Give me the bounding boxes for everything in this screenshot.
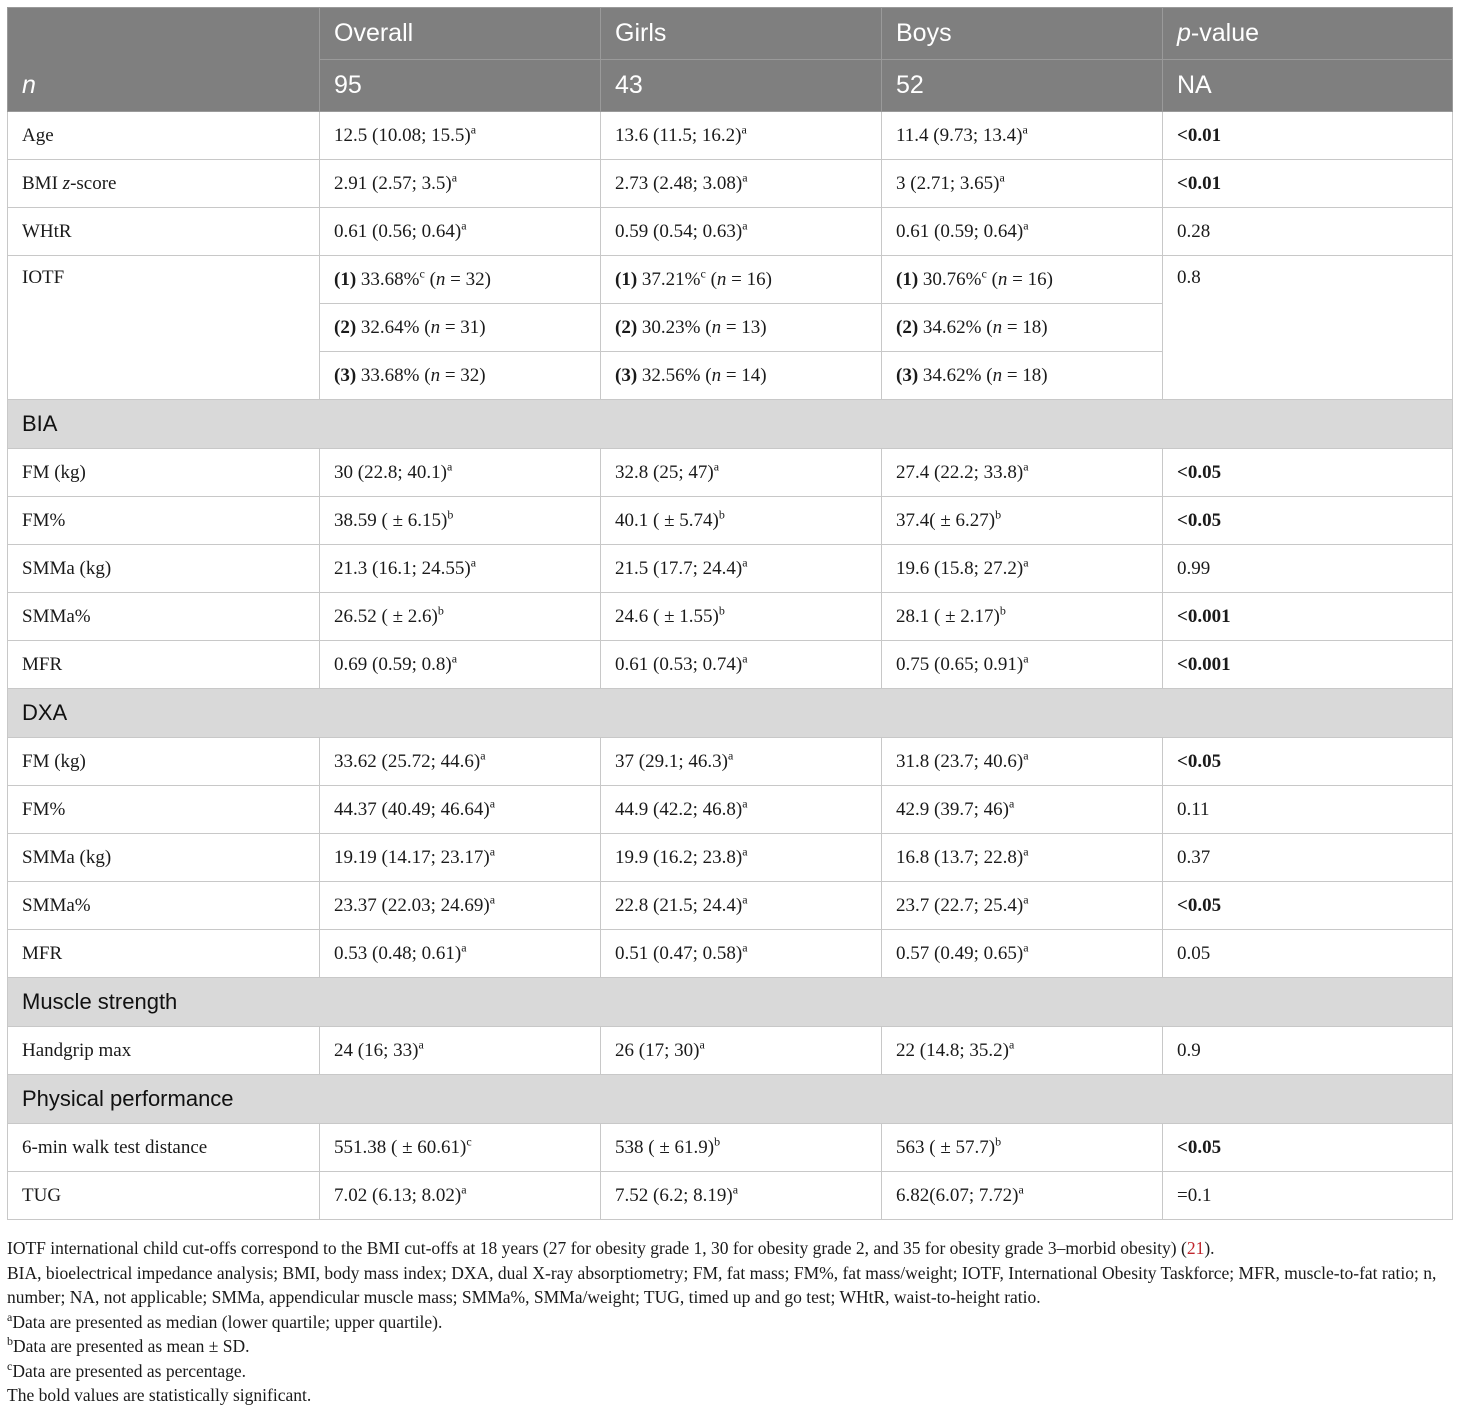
n-symbol: n [992,316,1003,338]
cell-girls [601,786,882,834]
footnote-b [7,1334,1452,1359]
footnote-mark: a [742,940,748,955]
cell-girls [601,1124,882,1172]
n-p: NA [1163,60,1453,112]
cell-overall [320,930,601,978]
cell-overall [320,882,601,930]
grade-label: (1) [896,268,919,290]
n-symbol: n [430,364,441,386]
cell-girls [601,738,882,786]
cell-girls [601,1027,882,1075]
footnote-text: IOTF international child cut-offs correspond to the BMI cut-offs at 18 years (27 for obesity grade 1, 30 for obesity grade 2, and 35 for obesity grade 3–morbid obesity) ( [7,1238,1187,1258]
cell-overall [320,834,601,882]
n-overall: 95 [320,60,601,112]
n-symbol: n [711,316,722,338]
section-title: Physical performance [8,1075,1453,1124]
footnote-mark: a [461,1182,467,1197]
footnote-mark: a [1008,1037,1015,1052]
table-body [8,112,1453,449]
n-girls: 43 [601,60,882,112]
row-label: IOTF [8,256,320,400]
row-label: TUG [8,1172,320,1220]
cell-p: <0.05 [1163,738,1453,786]
cell-value: 27.4 (22.2; 33.8) [896,461,1024,483]
header-row [8,8,1453,60]
row-label: SMMa% [8,882,320,930]
cell-value: 32.8 (25; 47) [615,461,714,483]
physical-section [8,1075,1453,1124]
table-row [8,738,1453,786]
grade-label: (3) [615,364,638,386]
cell-p: 0.8 [1163,256,1453,400]
section-row-physical-performance [8,1075,1453,1124]
cell-value: 19.19 (14.17; 23.17) [334,846,490,868]
footnote-mark: a [1023,940,1029,955]
reference-link[interactable]: 21 [1186,1238,1205,1258]
n-boys: 52 [882,60,1163,112]
n-symbol: n [430,316,441,338]
cell-boys [882,497,1163,545]
footnote-text: Data are presented as mean ± SD. [13,1336,250,1356]
table-row [8,112,1453,160]
cell-value: 19.9 (16.2; 23.8) [615,846,743,868]
cell-overall [320,112,601,160]
footnote-mark: a [446,459,453,474]
cell-overall [320,208,601,256]
label-part: BMI [22,172,63,194]
cell-boys [882,1124,1163,1172]
footnote-mark: a [480,748,486,763]
cell-boys [882,738,1163,786]
cell-value: 26.52 ( ± 2.6) [334,605,438,627]
cell-overall [320,1027,601,1075]
cell-overall [320,1124,601,1172]
cell-girls [601,834,882,882]
cell-value: 26 (17; 30) [615,1039,700,1061]
cell-value: 34.62% [922,364,982,386]
cell-girls [601,1172,882,1220]
footnote-mark: b [7,1334,13,1349]
footnote-mark: a [1023,459,1029,474]
cell-p: 0.9 [1163,1027,1453,1075]
footnote-text: ). [1204,1238,1215,1258]
row-label: SMMa% [8,593,320,641]
footnote-mark: c [419,266,425,281]
footnote-mark: b [447,507,454,522]
n-symbol: n [997,268,1008,290]
cell-p: 0.28 [1163,208,1453,256]
n-label-text: n [22,70,36,99]
cell-boys [882,112,1163,160]
cell-overall [320,1172,601,1220]
footnote-mark: a [1023,748,1029,763]
cell-girls [601,497,882,545]
cell-value: 0.51 (0.47; 0.58) [615,942,743,964]
cell-value: 37.21% [641,268,701,290]
table-row [8,1124,1453,1172]
footnote-mark: a [741,122,747,137]
footnote-mark: a [742,218,748,233]
row-label: FM% [8,497,320,545]
n-count: = 13) [721,316,767,338]
row-label: Handgrip max [8,1027,320,1075]
cell-value: 2.91 (2.57; 3.5) [334,172,452,194]
grade-label: (2) [896,316,919,338]
cell-girls: (1) 37.21%$^c$ (n = 16) [601,256,882,304]
footnote-mark: a [742,170,748,185]
footnote-c [7,1359,1452,1384]
cell-girls: (2) 30.23% (n = 13) [601,304,882,352]
cell-value: 0.57 (0.49; 0.65) [896,942,1024,964]
cell-p: <0.05 [1163,497,1453,545]
cell-value: 30 (22.8; 40.1) [334,461,447,483]
cell-girls [601,449,882,497]
table-row [8,1172,1453,1220]
cell-value: 538 ( ± 61.9) [615,1136,715,1158]
footnote-mark: c [700,266,706,281]
footnote-mark: a [489,892,496,907]
cell-boys [882,1172,1163,1220]
cell-boys [882,160,1163,208]
row-label: FM (kg) [8,449,320,497]
n-symbol: n [716,268,727,290]
cell-value: 22 (14.8; 35.2) [896,1039,1009,1061]
cell-overall [320,497,601,545]
grade-label: (3) [896,364,919,386]
cell-boys [882,1027,1163,1075]
table-row [8,1027,1453,1075]
footnote-mark: a [713,459,720,474]
cell-value: 32.64% [360,316,420,338]
cell-value: 0.53 (0.48; 0.61) [334,942,462,964]
cell-p: =0.1 [1163,1172,1453,1220]
cell-value: 12.5 (10.08; 15.5) [334,124,471,146]
cell-p: 0.11 [1163,786,1453,834]
cell-overall: (1) 33.68%$^c$ (n = 32) [320,256,601,304]
footnote-mark: a [742,844,748,859]
cell-p: 0.05 [1163,930,1453,978]
cell-value: 21.5 (17.7; 24.4) [615,557,743,579]
table-row [8,641,1453,689]
cell-girls [601,545,882,593]
cell-overall: (2) 32.64% (n = 31) [320,304,601,352]
footnote-mark: a [418,1037,424,1052]
footnote-mark: a [1022,122,1028,137]
table-row [8,160,1453,208]
grade-label: (2) [334,316,357,338]
cell-p: 0.37 [1163,834,1453,882]
table-header [8,8,1453,112]
cell-p: <0.05 [1163,882,1453,930]
cell-value: 2.73 (2.48; 3.08) [615,172,743,194]
cell-girls [601,641,882,689]
footnote-mark: a [1023,555,1029,570]
cell-value: 0.69 (0.59; 0.8) [334,653,452,675]
footnote-mark: b [999,603,1006,618]
cell-girls [601,112,882,160]
row-label: 6-min walk test distance [8,1124,320,1172]
table-row [8,834,1453,882]
cell-value: 32.56% [641,364,701,386]
n-symbol: n [435,268,446,290]
cell-boys [882,882,1163,930]
footnote-abbreviations: BIA, bioelectrical impedance analysis; BMI, body mass index; DXA, dual X-ray absorptiometry; FM, fat mass; FM%, fat mass/weight; IOTF, International Obesity Taskforce; MFR, muscle-to-fat ratio; n, number; NA, not applicable; SMMa, appendicular muscle mass; SMMa%, SMMa/weight; TUG, timed up and go test; WHtR, waist-to-height ratio. [7,1262,1437,1307]
table-row [8,930,1453,978]
cell-value: 16.8 (13.7; 22.8) [896,846,1024,868]
footnote-mark: a [1023,218,1029,233]
n-count: = 16) [726,268,772,290]
footnote-mark: a [451,170,458,185]
row-label: SMMa (kg) [8,545,320,593]
cell-overall [320,545,601,593]
table-row [8,545,1453,593]
footnote-a [7,1310,1452,1335]
cell-value: 563 ( ± 57.7) [896,1136,996,1158]
cell-value: 0.75 (0.65; 0.91) [896,653,1024,675]
cell-overall [320,641,601,689]
muscle-rows [8,1027,1453,1075]
footnote-mark: a [1008,796,1015,811]
table-footnotes [7,1236,1452,1408]
footnote-mark: c [7,1358,13,1373]
cell-value: 33.68% [360,268,420,290]
footnote-mark: c [466,1134,472,1149]
cell-girls [601,160,882,208]
cell-p: <0.05 [1163,1124,1453,1172]
section-row-muscle-strength [8,978,1453,1027]
footnote-mark: a [1018,1182,1024,1197]
section-title: Muscle strength [8,978,1453,1027]
n-count: = 16) [1007,268,1053,290]
footnote-mark: b [437,603,444,618]
n-count: = 32) [445,268,491,290]
footnote-mark: a [470,122,477,137]
footnote-mark: a [732,1182,739,1197]
footnote-mark: a [742,796,748,811]
cell-overall [320,449,601,497]
header-p-value [1163,8,1453,60]
cell-value: 13.6 (11.5; 16.2) [615,124,742,146]
cell-boys [882,930,1163,978]
header-overall: Overall [320,8,601,60]
footnote-text: Data are presented as percentage. [12,1360,247,1381]
cell-boys [882,449,1163,497]
cell-value: 7.02 (6.13; 8.02) [334,1184,462,1206]
header-p-suffix: -value [1190,19,1259,47]
footnote-mark: a [461,940,467,955]
cell-value: 6.82(6.07; 7.72) [896,1184,1019,1206]
cell-girls [601,930,882,978]
cell-boys: (2) 34.62% (n = 18) [882,304,1163,352]
cell-value: 44.9 (42.2; 46.8) [615,798,743,820]
footnote-mark: b [718,507,725,522]
grade-label: (1) [334,268,357,290]
cell-boys: (1) 30.76%$^c$ (n = 16) [882,256,1163,304]
header-boys: Boys [882,8,1163,60]
footnote-mark: a [1023,844,1029,859]
cell-value: 34.62% [922,316,982,338]
cell-value: 31.8 (23.7; 40.6) [896,750,1024,772]
cell-p: <0.01 [1163,112,1453,160]
cell-value: 22.8 (21.5; 24.4) [615,894,743,916]
footnote-mark: a [489,796,496,811]
footnote-iotf [7,1236,1452,1261]
footnote-mark: a [742,892,748,907]
n-symbol: n [711,364,722,386]
cell-girls [601,593,882,641]
footnote-mark: a [742,651,748,666]
cell-value: 23.7 (22.7; 25.4) [896,894,1024,916]
cell-value: 28.1 ( ± 2.17) [896,605,1000,627]
cell-boys: (3) 34.62% (n = 18) [882,352,1163,400]
cell-p: 0.99 [1163,545,1453,593]
n-symbol: n [992,364,1003,386]
cell-value: 551.38 ( ± 60.61) [334,1136,467,1158]
cell-overall [320,786,601,834]
header-girls: Girls [601,8,882,60]
physical-rows [8,1124,1453,1220]
footnote-bold: The bold values are statistically significant. [7,1385,312,1405]
table-container [7,7,1452,1220]
n-count: = 18) [1002,316,1048,338]
cell-overall [320,593,601,641]
dxa-rows [8,738,1453,978]
row-label: Age [8,112,320,160]
footnote-mark: a [1023,651,1029,666]
cell-p: <0.05 [1163,449,1453,497]
footnote-mark: b [995,1134,1002,1149]
cell-value: 30.23% [641,316,701,338]
cell-boys [882,786,1163,834]
cell-value: 42.9 (39.7; 46) [896,798,1009,820]
footnote-mark: a [489,844,496,859]
section-row-bia [8,400,1453,449]
cell-p: <0.001 [1163,593,1453,641]
footnote-text: Data are presented as median (lower quartile; upper quartile). [12,1311,443,1332]
cell-value: 24.6 ( ± 1.55) [615,605,719,627]
cell-overall: (3) 33.68% (n = 32) [320,352,601,400]
section-title: BIA [8,400,1453,449]
cell-value: 44.37 (40.49; 46.64) [334,798,490,820]
footnote-mark: a [7,1309,13,1324]
cell-value: 0.61 (0.59; 0.64) [896,220,1024,242]
label-part: -score [70,172,117,194]
footnote-mark: a [470,555,477,570]
bia-rows [8,449,1453,689]
muscle-section [8,978,1453,1027]
section-title: DXA [8,689,1453,738]
cell-p: <0.001 [1163,641,1453,689]
footnote-mark: b [718,603,725,618]
footnote-mark: a [461,218,467,233]
table-row [8,786,1453,834]
n-count: = 14) [721,364,767,386]
row-label [8,160,320,208]
cell-boys [882,208,1163,256]
row-label: WHtR [8,208,320,256]
table-row [8,882,1453,930]
header-p-italic: p [1177,19,1191,47]
row-label: MFR [8,930,320,978]
row-label: SMMa (kg) [8,834,320,882]
cell-p: <0.01 [1163,160,1453,208]
footnote-mark: a [699,1037,705,1052]
cell-value: 24 (16; 33) [334,1039,419,1061]
n-count: = 18) [1002,364,1048,386]
cell-overall [320,738,601,786]
cell-value: 0.61 (0.56; 0.64) [334,220,462,242]
footnote-mark: a [727,748,734,763]
n-row [8,60,1453,112]
cell-value: 21.3 (16.1; 24.55) [334,557,471,579]
cell-value: 0.59 (0.54; 0.63) [615,220,743,242]
header-blank [8,8,320,60]
cell-boys [882,641,1163,689]
section-row-dxa [8,689,1453,738]
grade-label: (2) [615,316,638,338]
footnote-mark: b [995,507,1002,522]
cell-value: 40.1 ( ± 5.74) [615,509,719,531]
cell-girls: (3) 32.56% (n = 14) [601,352,882,400]
table-row [8,497,1453,545]
n-count: = 31) [440,316,486,338]
cell-value: 33.68% [360,364,420,386]
cell-value: 37.4( ± 6.27) [896,509,996,531]
cell-boys [882,834,1163,882]
cell-value: 33.62 (25.72; 44.6) [334,750,481,772]
table-row [8,593,1453,641]
footnote-mark: a [1023,892,1029,907]
row-label: FM (kg) [8,738,320,786]
cell-value: 23.37 (22.03; 24.69) [334,894,490,916]
table-row [8,449,1453,497]
table-row [8,208,1453,256]
cell-value: 7.52 (6.2; 8.19) [615,1184,733,1206]
cell-value: 37 (29.1; 46.3) [615,750,728,772]
cell-boys [882,593,1163,641]
cell-overall [320,160,601,208]
cell-boys [882,545,1163,593]
grade-label: (3) [334,364,357,386]
cell-value: 0.61 (0.53; 0.74) [615,653,743,675]
row-label: MFR [8,641,320,689]
row-label: FM% [8,786,320,834]
footnote-mark: a [742,555,748,570]
cell-girls [601,208,882,256]
n-label [8,60,320,112]
cell-value: 30.76% [922,268,982,290]
cell-girls [601,882,882,930]
table-row [8,256,1453,304]
n-count: = 32) [440,364,486,386]
footnote-mark: a [999,170,1005,185]
label-italic: z [62,172,71,194]
grade-label: (1) [615,268,638,290]
cell-value: 38.59 ( ± 6.15) [334,509,448,531]
cell-value: 3 (2.71; 3.65) [896,172,1000,194]
cell-value: 19.6 (15.8; 27.2) [896,557,1024,579]
footnote-mark: c [981,266,987,281]
footnote-mark: a [451,651,458,666]
cell-value: 11.4 (9.73; 13.4) [896,124,1023,146]
footnote-mark: b [714,1134,721,1149]
results-table [7,7,1453,1220]
dxa-section [8,689,1453,738]
